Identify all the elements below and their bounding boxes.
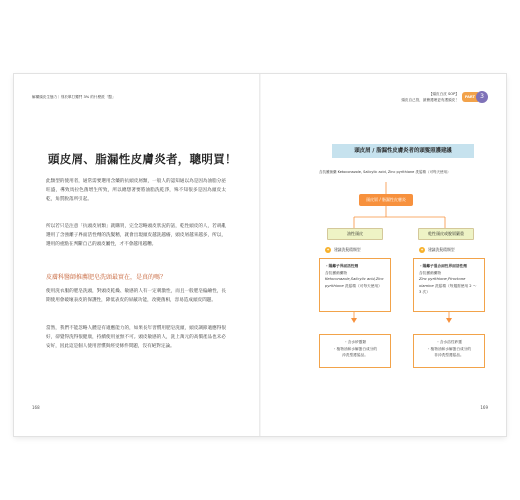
- book-spread: [14, 74, 506, 436]
- running-head-left: 解構頭皮生態力｜別於單打獨鬥 3% 的什麼派「醫」: [32, 95, 116, 99]
- conditioner-card-oily: [319, 334, 391, 368]
- tip-left: [325, 247, 361, 253]
- card-b-line-1: ・陽離子混合兩性界面活性劑: [419, 264, 467, 268]
- card-d-line-2: ・植物油和水解蛋白成分的: [426, 346, 472, 351]
- card-c-line-3: 沖洗型護髮品。: [342, 353, 368, 358]
- paragraph-4: 當然，我們不能忽略人體是有適應能力的，如果長年習慣用肥皂洗頭，頭皮調節適應得很好，卻覺得洗得很健康，持續使用並無不可。頭皮敏感的人，洗上萬元的高價產品也未必安好，因此這是個人使用習慣與經受條件問題，沒有絕對定論。: [46, 326, 226, 350]
- part-number-badge: 3: [476, 91, 488, 103]
- tip-right: [419, 247, 455, 253]
- flowchart-connectors: [261, 74, 506, 436]
- lightbulb-icon: ✦: [326, 247, 330, 252]
- tip-left-label: 建議洗髮精類型: [334, 247, 361, 252]
- card-a-usage: 洗髮精（可每天使用）: [343, 283, 382, 288]
- card-a-drugs: Ketoconazole,Salicylic acid,Zinc pyrithione: [325, 277, 384, 288]
- running-head-line-1: 【頭皮白皮 SOP】: [428, 92, 459, 96]
- arrow-down-right: [446, 318, 452, 323]
- section-subheading: 皮膚科醫師推薦肥皂洗頭最實在，是真的嗎？: [46, 274, 167, 281]
- card-d-line-1: ・含水溶性矽靈: [436, 340, 462, 344]
- tip-right-label: 建議洗髮精類型: [428, 247, 455, 252]
- page-title: 頭皮屑、脂漏性皮膚炎者，聰明買！: [48, 152, 237, 166]
- card-a-line-2: 含抗黴菌藥物: [325, 270, 348, 275]
- card-c-line-2: ・植物油和水解蛋白成分的: [332, 346, 378, 351]
- lightbulb-icon: ✦: [420, 247, 424, 252]
- paragraph-3: 使用洗衣服的肥皂洗頭，對頭皮乾燥、敏感的人有一定刺激性，而且一般肥皂偏鹼性，長期使用會破壞表皮的保護性，降低表皮的屏蔽功能，改變菌相，容易造成頭皮問題。: [46, 289, 226, 304]
- left-page: [14, 74, 259, 436]
- running-head-line-2: 頭皮自己管，最簡護理更有護頭皮！: [401, 98, 459, 102]
- arrow-down-left: [351, 318, 357, 323]
- page-number-right: 169: [480, 405, 488, 410]
- card-c-line-1: ・含水矽靈類: [343, 340, 367, 344]
- paragraph-2: 所以若只是注意「抗頭皮屑類」就購買，完全忽略頭皮狀況的話，乾性頭皮的人，若胡亂選用了含強離子界面活性劑的洗髮精，就會出現頭皮越洗越癢，頭皮屑越來越多，所以，選用的重點在判斷自己的頭皮屬性，才不會越用越糟。: [46, 224, 226, 248]
- card-b-line-2: 含抗黴菌藥物: [419, 270, 442, 275]
- branch-dry-scalp: 乾性頭皮或脫屑嚴重: [418, 228, 474, 240]
- card-d-line-3: 非沖洗型護髮品。: [434, 353, 464, 358]
- card-b-usage: 洗髮精（每週需使用 2 ～ 3 次）: [419, 283, 477, 295]
- conditioner-card-dry: [413, 334, 485, 368]
- shampoo-card-oily: [319, 258, 391, 312]
- root-node: 頭皮屑 / 脂漏性皮膚炎: [359, 194, 413, 206]
- right-page: [261, 74, 506, 436]
- chart-intro: 含抗黴菌藥 Ketoconazole, Salicylic acid, Zinc pyrithione 洗髮精（可每天使用）: [319, 170, 451, 174]
- paragraph-1: 此類型的使用者，通常需要選用含藥的抗頭皮屑類，一般人的認知通以為是因為油脂分泌旺盛，導致馬拉色菌增生所致，所以總想著要將油脂洗乾淨，殊不知很多是因為頭皮太乾，角質脫落所引起。: [46, 179, 226, 203]
- card-a-line-1: ・陽離子界面活性劑: [325, 264, 359, 268]
- page-number-left: 168: [32, 405, 40, 410]
- part-label: PART: [462, 92, 478, 102]
- card-b-drugs: Zinc pyrithione,Piroctone olamine: [419, 277, 466, 288]
- chart-title: 頭皮屑 / 脂漏性皮膚炎者的頭髮照護建議: [332, 144, 474, 158]
- branch-oily-scalp: 油性頭皮: [327, 228, 383, 240]
- shampoo-card-dry: [413, 258, 485, 312]
